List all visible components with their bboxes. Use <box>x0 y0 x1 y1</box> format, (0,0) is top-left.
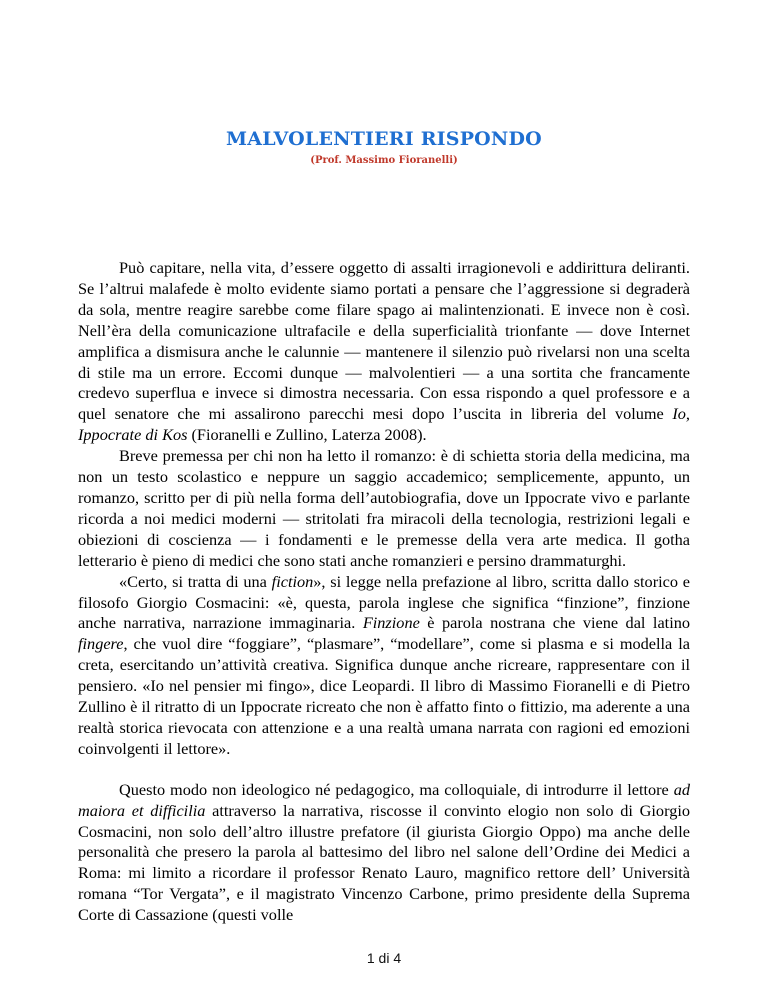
paragraph-text: Questo modo non ideologico né pedagogico, ma colloquiale, di introdurre il lettore <box>119 779 674 799</box>
paragraph-text: (Fioranelli e Zullino, Laterza 2008). <box>187 425 427 445</box>
paragraph-text: , che vuol dire “foggiare”, “plasmare”, “modellare”, come si plasma e si modella la creta, esercitando un’attività creativa. Significa dunque anche ricreare, rappresentare con il pensiero. «Io nel pensier mi fingo», dice Leopardi. Il libro di Massimo Fioranelli e di Pietro Zullino è il ritratto di un Ippocrate ricreato che non è affatto finto o fittizio, ma aderente a una realtà storica rievocata con attenzione e a una realtà umana narrata con ragioni ed emozioni coinvolgenti il lettore». <box>78 634 690 758</box>
paragraph-text: Può capitare, nella vita, d’essere oggetto di assalti irragionevoli e addirittura deliranti. Se l’altrui malafede è molto evidente siamo portati a pensare che l’aggressione si degraderà da sola, mentre reagire sarebbe come filare spago ai malintenzionati. E invece non è così. Nell’èra della comunicazione ultrafacile e della superficialità trionfante — dove Internet amplifica a dismisura anche le calunnie — mantenere il silenzio può rivelarsi non una scelta di stile ma un errore. Eccomi dunque — malvolentieri — a una sortita che francamente credevo superflua e invece si dimostra necessaria. Con essa rispondo a quel professore e a quel senatore che mi assalirono parecchi mesi dopo l’uscita in libreria del volume <box>78 258 690 424</box>
italic-text: fingere <box>78 634 124 654</box>
body-paragraph <box>78 780 690 926</box>
italic-text: Finzione <box>362 613 420 633</box>
paragraph-text: attraverso la narrativa, riscosse il convinto elogio non solo di Giorgio Cosmacini, non solo dell’altro illustre prefatore (il giurista Giorgio Oppo) ma anche delle personalità che presero la parola al battesimo del libro nel salone dell’Ordine dei Medici a Roma: mi limito a ricordare il professor Renato Lauro, magnifico rettore dell’ Università romana “Tor Vergata”, e il magistrato Vincenzo Carbone, primo presidente della Suprema Corte di Cassazione (questi volle <box>78 800 690 925</box>
italic-text: fiction <box>271 571 314 591</box>
document-subtitle: (Prof. Massimo Fioranelli) <box>310 155 458 166</box>
document-body <box>78 258 690 926</box>
paragraph-text: », si legge nella prefazione al libro, scritta dallo storico e filosofo Giorgio Cosmacini: «è, questa, parola inglese che significa “finzione”, finzione anche narrativa, narrazione immaginaria. <box>78 571 690 633</box>
paragraph-text: Breve premessa per chi non ha letto il romanzo: è di schietta storia della medicina, ma non un testo scolastico e neppure un saggio accademico; semplicemente, appunto, un romanzo, scritto per di più nella forma dell’autobiografia, dove un Ippocrate vivo e parlante ricorda a noi medici moderni — stritolati fra miracoli della tecnologia, restrizioni legali e obiezioni di coscienza — i fondamenti e le premesse della vera arte medica. Il gotha letterario è pieno di medici che sono stati anche romanzieri e persino drammaturghi. <box>78 446 690 570</box>
body-paragraph <box>78 258 690 446</box>
paragraph-text: «Certo, si tratta di una <box>119 571 272 591</box>
body-paragraph <box>78 572 690 760</box>
body-paragraph <box>78 446 690 571</box>
paragraph-text: è parola nostrana che viene dal latino <box>419 613 690 633</box>
italic-text: ad maiora et difficilia <box>78 779 690 820</box>
page-indicator: 1 di 4 <box>366 950 402 966</box>
document-title: MALVOLENTIERI RISPONDO <box>226 128 542 150</box>
italic-text: Io, Ippocrate di Kos <box>78 404 690 445</box>
